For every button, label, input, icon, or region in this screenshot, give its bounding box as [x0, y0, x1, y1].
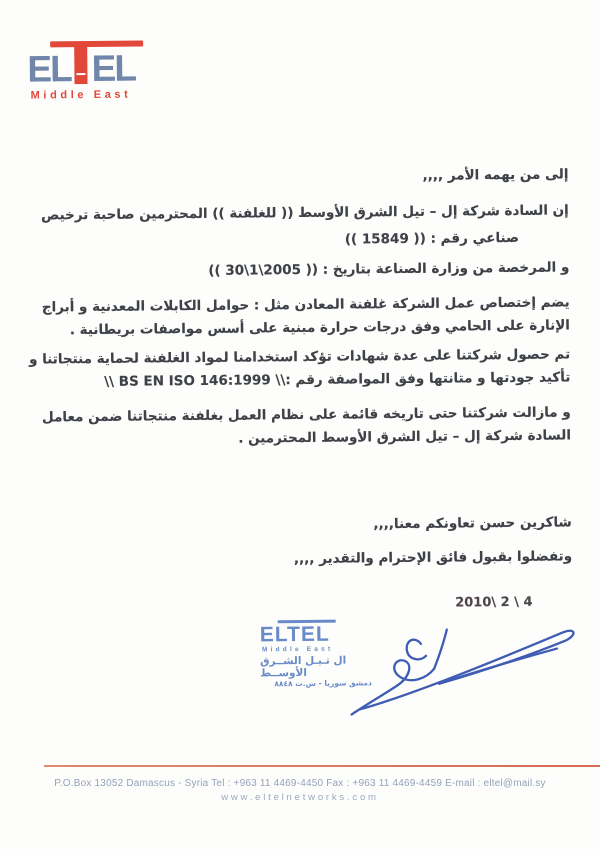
standard-label: تأكيد جودتها و متانتها وفق المواصفة رقم : [285, 369, 571, 389]
logo-letter-left: EL [27, 48, 71, 90]
logo-t-mark-icon [74, 46, 87, 84]
certificates-line-2 [58, 368, 570, 392]
stamp-subtitle: Middle East [261, 645, 334, 654]
company-logo [27, 37, 178, 101]
license-number-label: صناعي رقم : [425, 229, 520, 247]
company-line-1: إن السادة شركة إل – تيل الشرق الأوسط (( للغلفنة )) المحترمين صاحبة ترخيص [41, 202, 569, 224]
specialty-line-1: يضم إختصاص عمل الشركة غلفنة المعادن مثل : حوامل الكابلات المعدنية و أبراج [41, 294, 570, 316]
closing-thanks-line: شاكرين حسن تعاونكم معنا,,,, [373, 514, 572, 533]
footer-address: P.O.Box 13052 Damascus - Syria Tel : +963 11 4469-4450 Fax : +963 11 4469-4459 E-mail : eltel@mail.sy [54, 778, 546, 789]
standard-value: \\ BS EN ISO 146:1999 \\ [104, 372, 286, 390]
stamp-logo-text: ELTEL [259, 622, 330, 647]
specialty-paragraph [41, 293, 570, 340]
letter-body [28, 165, 573, 571]
certificates-paragraph [28, 345, 571, 392]
specialty-line-2: الإنارة على الحامي وفق درجات حرارة مبنية على أسس مواصفات بريطانية . [69, 317, 570, 339]
ongoing-paragraph [41, 403, 572, 450]
footer-website: www.eltelnetworks.com [221, 792, 379, 803]
certificates-line-1: تم حصول شركتنا على عدة شهادات تؤكد استخدامنا لمواد الغلفنة لحماية منتجاتنا و [28, 346, 571, 368]
logo-subtitle: Middle East [30, 88, 132, 102]
company-line-2 [57, 228, 569, 252]
license-date-value: (( 30\1\2005 )) [208, 261, 319, 279]
ongoing-line-2: السادة شركة إل – تيل الشرق الأوسط المحترمين . [238, 427, 572, 447]
license-number-value: (( 15849 )) [344, 230, 426, 248]
ongoing-line-1: و مازالت شركتنا حتى تاريخه قائمة على نظام العمل بغلفنة منتجاتنا ضمن معامل [41, 404, 571, 426]
footer [0, 778, 600, 803]
stamp-arabic-name: ال تـيـل الشــرق الأوســط [260, 654, 347, 680]
letter-date: 2010\ 2 \ 4 [455, 594, 533, 611]
logo-letter-right: EL [91, 47, 136, 90]
closing-regards-line: وتفضلوا بقبول فائق الإحترام والتقدير ,,,, [293, 548, 573, 568]
license-paragraph [57, 258, 569, 282]
company-paragraph [41, 201, 569, 252]
salutation-line: إلى من يهمه الأمر ,,,, [422, 166, 569, 184]
logo-top-bar [50, 40, 143, 47]
footer-rule [44, 765, 600, 767]
signature [349, 605, 588, 725]
stamp-city-line: دمشق سوريا - س.ت ٨٨٤٨ [274, 678, 372, 689]
license-date-label: و المرخصة من وزارة الصناعة بتاريخ : [317, 259, 570, 278]
